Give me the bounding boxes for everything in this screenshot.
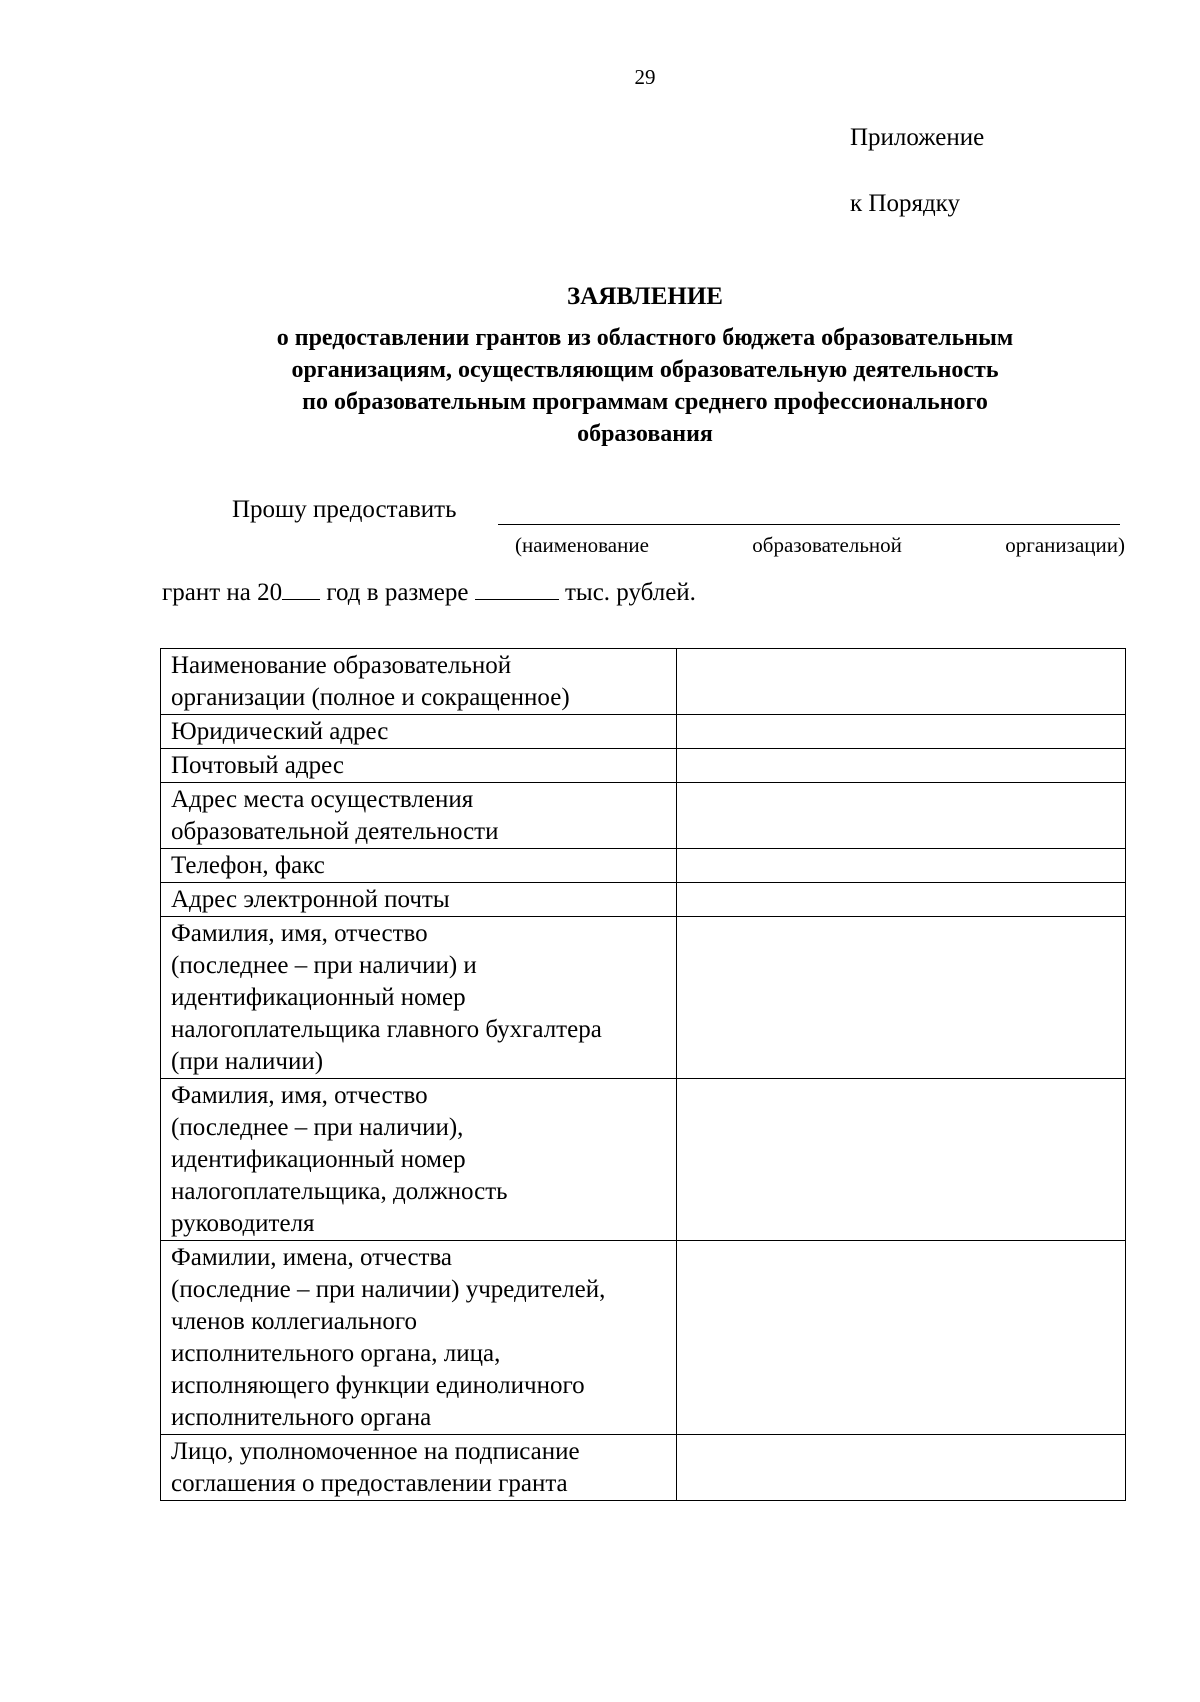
row-value-field[interactable] xyxy=(677,649,1126,715)
row-label-line: Фамилии, имена, отчества xyxy=(171,1244,453,1271)
row-label-line: исполнительного органа xyxy=(171,1404,432,1431)
row-value-field[interactable] xyxy=(677,917,1126,1079)
row-label-line: соглашения о предоставлении гранта xyxy=(171,1470,568,1497)
row-label xyxy=(161,749,677,783)
table-row xyxy=(161,649,1126,715)
row-label xyxy=(161,849,677,883)
row-label-line: исполняющего функции единоличного xyxy=(171,1372,585,1399)
row-label-line: Фамилия, имя, отчество xyxy=(171,1082,428,1109)
subtitle-line: о предоставлении грантов из областного бюджета образовательным xyxy=(276,325,1014,351)
row-label-line: Адрес места осуществления xyxy=(171,786,474,813)
hint-word: (наименование xyxy=(515,533,649,557)
grant-suffix: тыс. рублей. xyxy=(558,579,696,606)
row-value-field[interactable] xyxy=(677,783,1126,849)
organization-name-field[interactable] xyxy=(498,524,1120,525)
hint-word: образовательной xyxy=(752,533,902,557)
row-label-line: идентификационный номер xyxy=(171,1146,466,1173)
row-label-line: Адрес электронной почты xyxy=(171,886,450,913)
row-label-line: (последние – при наличии) учредителей, xyxy=(171,1276,606,1303)
page-number: 29 xyxy=(634,65,656,89)
row-label xyxy=(161,917,677,1079)
row-value-field[interactable] xyxy=(677,849,1126,883)
row-label xyxy=(161,783,677,849)
request-label: Прошу предоставить xyxy=(232,496,457,523)
table-row xyxy=(161,1079,1126,1241)
row-label xyxy=(161,715,677,749)
hint-word: организации) xyxy=(1005,533,1125,557)
row-label-line: Почтовый адрес xyxy=(171,752,344,779)
document-title: ЗАЯВЛЕНИЕ xyxy=(567,283,723,310)
grant-prefix: грант на 20 xyxy=(162,579,283,606)
row-label-line: руководителя xyxy=(171,1210,315,1237)
row-label xyxy=(161,883,677,917)
row-label-line: организации (полное и сокращенное) xyxy=(171,684,570,711)
row-value-field[interactable] xyxy=(677,1079,1126,1241)
organization-name-hint xyxy=(515,532,1125,558)
row-label-line: налогоплательщика, должность xyxy=(171,1178,508,1205)
row-label-line: исполнительного органа, лица, xyxy=(171,1340,501,1367)
subtitle-line: образования xyxy=(577,421,713,447)
document-subtitle xyxy=(200,322,1090,450)
table-row xyxy=(161,849,1126,883)
subtitle-line: по образовательным программам среднего профессионального xyxy=(302,389,988,415)
subtitle-line: организациям, осуществляющим образовательную деятельность xyxy=(291,357,999,383)
table-row xyxy=(161,749,1126,783)
row-label-line: (последнее – при наличии) и xyxy=(171,952,477,979)
row-label xyxy=(161,1241,677,1435)
row-value-field[interactable] xyxy=(677,715,1126,749)
appendix-reference: к Порядку xyxy=(850,190,960,217)
amount-field[interactable] xyxy=(475,579,559,600)
table-row xyxy=(161,715,1126,749)
appendix-label: Приложение xyxy=(850,124,985,151)
grant-line xyxy=(162,578,696,608)
row-value-field[interactable] xyxy=(677,1241,1126,1435)
row-label-line: членов коллегиального xyxy=(171,1308,418,1335)
row-label-line: налогоплательщика главного бухгалтера xyxy=(171,1016,602,1043)
row-label-line: (последнее – при наличии), xyxy=(171,1114,464,1141)
table-row xyxy=(161,1435,1126,1501)
row-label-line: Лицо, уполномоченное на подписание xyxy=(171,1438,580,1465)
row-label-line: идентификационный номер xyxy=(171,984,466,1011)
grant-middle: год в размере xyxy=(320,579,475,606)
table-row xyxy=(161,883,1126,917)
row-label-line: образовательной деятельности xyxy=(171,818,499,845)
row-label-line: Юридический адрес xyxy=(171,718,389,745)
row-label-line: (при наличии) xyxy=(171,1048,324,1075)
table-row xyxy=(161,1241,1126,1435)
row-label xyxy=(161,1079,677,1241)
table-row xyxy=(161,917,1126,1079)
row-label-line: Телефон, факс xyxy=(171,852,325,879)
row-label xyxy=(161,1435,677,1501)
table-row xyxy=(161,783,1126,849)
row-label-line: Фамилия, имя, отчество xyxy=(171,920,428,947)
row-value-field[interactable] xyxy=(677,883,1126,917)
year-field[interactable] xyxy=(282,579,320,600)
row-value-field[interactable] xyxy=(677,749,1126,783)
row-value-field[interactable] xyxy=(677,1435,1126,1501)
application-table xyxy=(160,648,1126,1501)
row-label-line: Наименование образовательной xyxy=(171,652,512,679)
row-label xyxy=(161,649,677,715)
